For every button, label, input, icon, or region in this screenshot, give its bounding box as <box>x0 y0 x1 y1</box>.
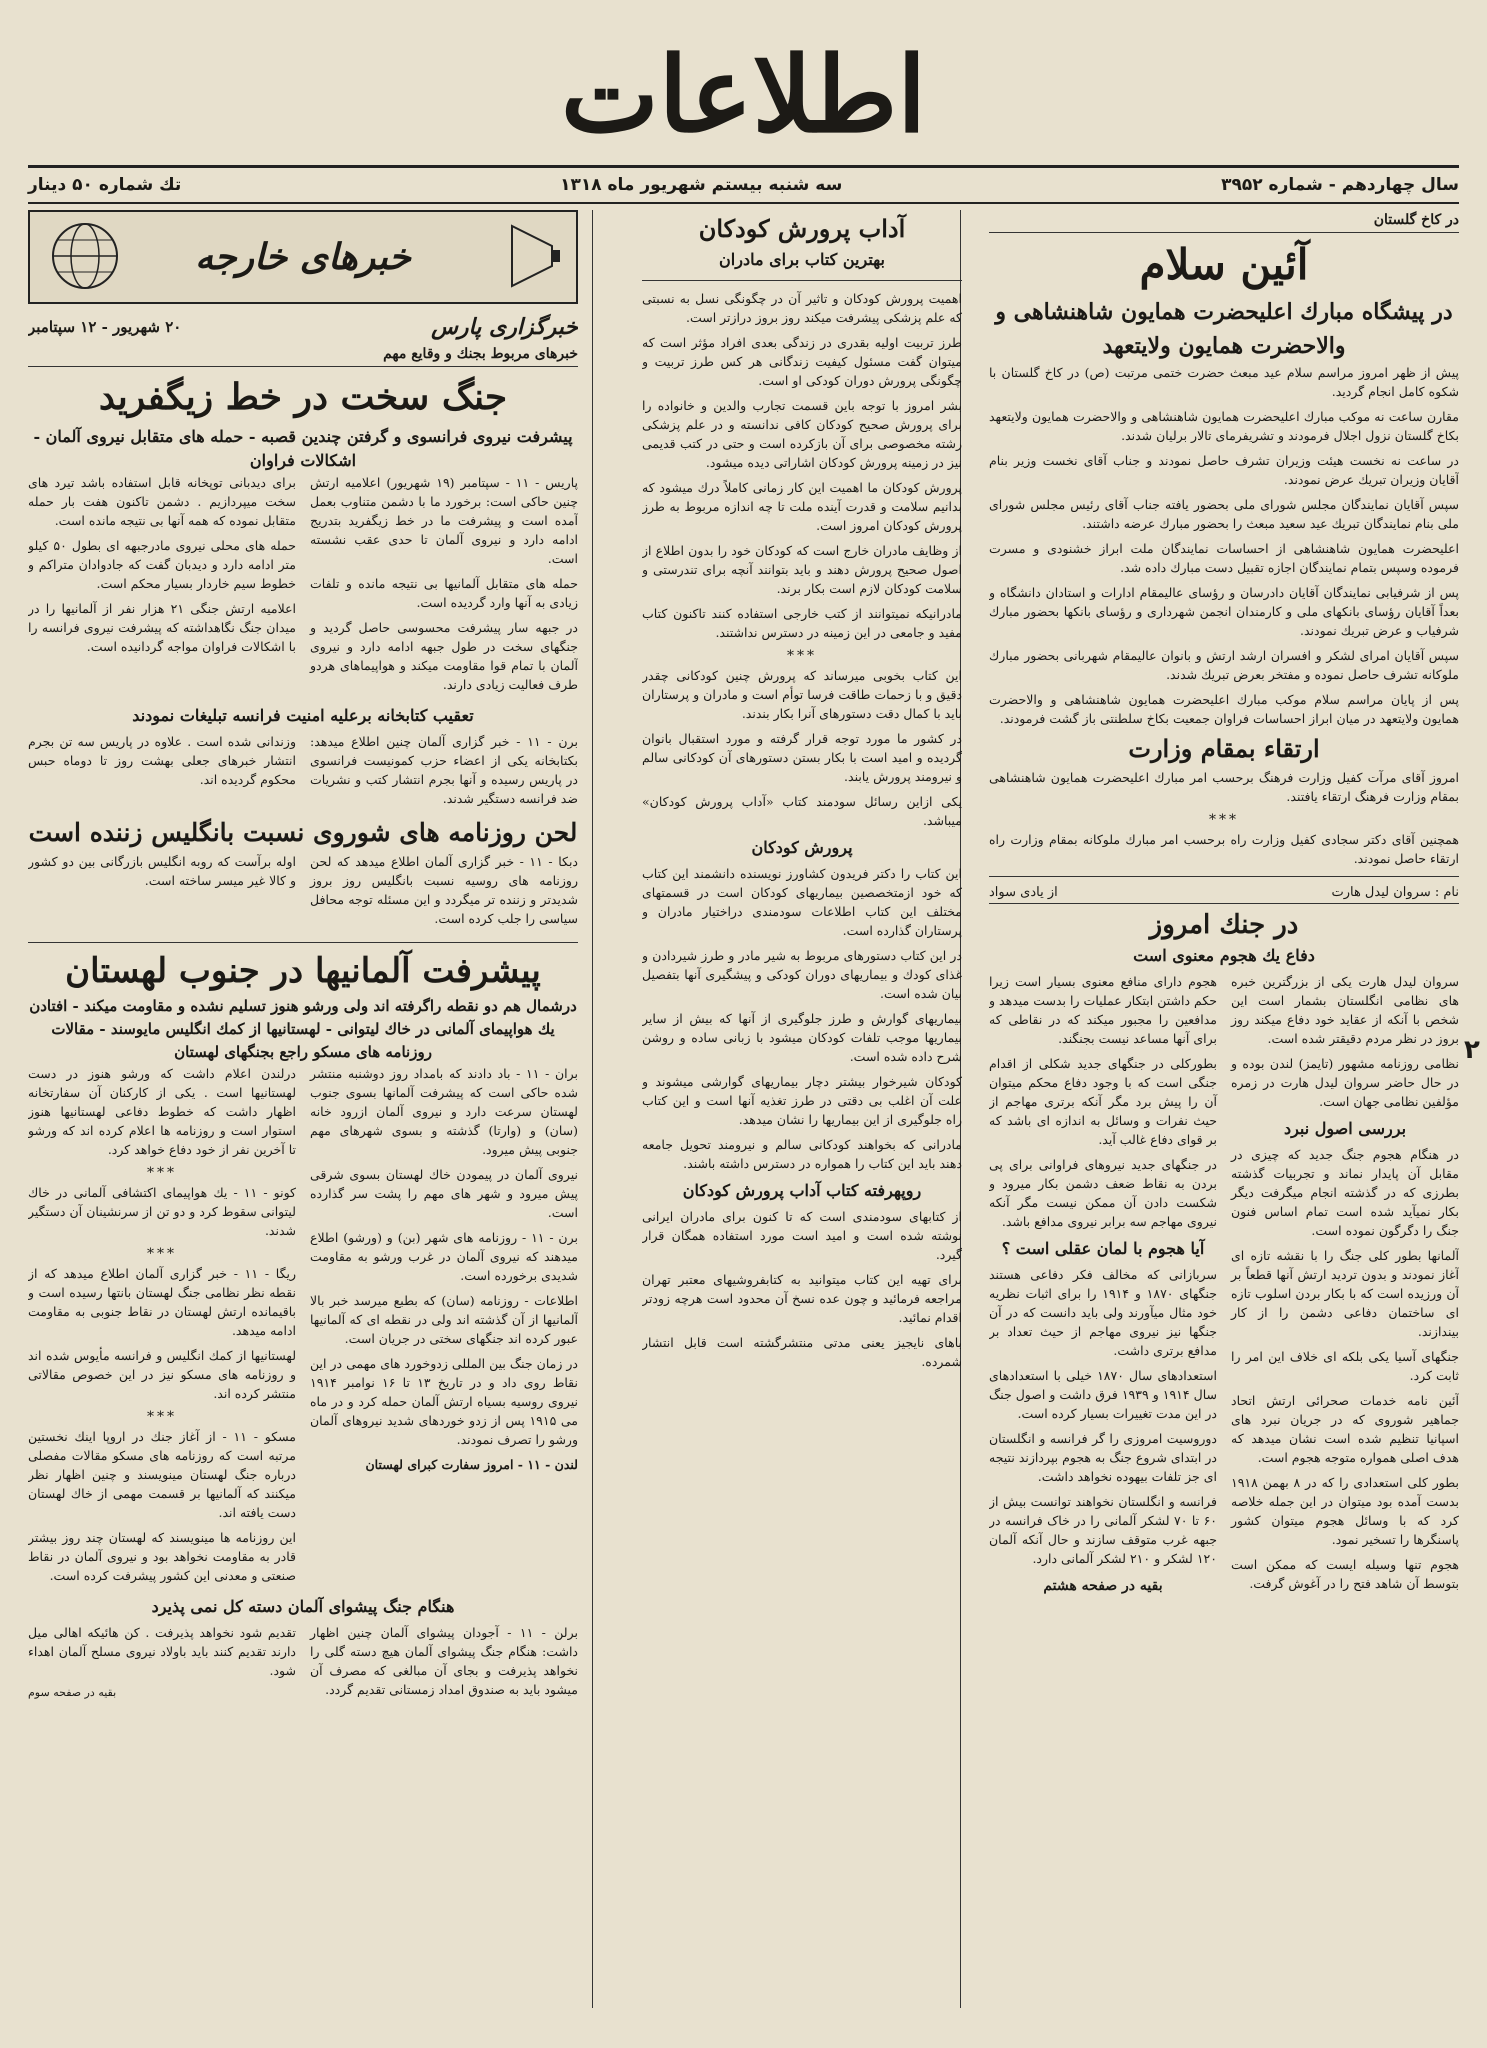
paragraph: آلمانها بطور کلی جنگ را با نقشه تازه ای آغاز نمودند و بدون تردید ارتش آنها قطعاً بر آن ورزیده است که با بکار بردن اسلوب تازه ای ساختمان دفاعی دشمن را از کار بیندازند. <box>1231 1248 1459 1339</box>
salam-headline: آئین سلام <box>1139 240 1309 289</box>
paragraph: پس از پایان مراسم سلام موکب مبارك اعلیحضرت همایون شاهنشاهی و والاحضرت همایون ولایتعهد در میان ابراز احساسات فراوان جمعیت بکاخ سلطنتی باز گشت فرمودند. <box>989 692 1459 726</box>
paragraph: جنگهای آسیا یکی بلکه ای خلاف این امر را ثابت کرد. <box>1231 1349 1459 1383</box>
paragraph: در جبهه سار پیشرفت محسوسی حاصل گردید و جنگهای سخت در طول جبهه ادامه دارد و نیروی آلمان با تمام قوا مقاومت میکند و هواپیماهای هردو طرف فعالیت زیادی دارند. <box>310 620 578 692</box>
paragraph: باهای نایجیز یعنی مدتی منتشرگشته است قابل انتشار شمرده. <box>642 1335 962 1369</box>
promotion-headline: ارتقاء بمقام وزارت <box>1128 734 1320 763</box>
paragraph: اوله برآست که روبه انگلیس بازرگانی بین دو کشور و کالا غیر میسر ساخته است. <box>28 854 296 888</box>
paragraph: یکی ازاین رسائل سودمند کتاب «آداب پرورش کودکان» میباشد. <box>642 794 962 828</box>
paragraph: از کتابهای سودمندی است که تا کنون برای مادران ایرانی نوشته شده است و امید است مورد استفاده همگان قرار گیرد. <box>642 1209 962 1262</box>
salam-subheadline: در پیشگاه مبارك اعلیحضرت همایون شاهنشاهی و والاحضرت همایون ولایتعهد <box>995 299 1453 359</box>
paragraph: فرانسه و انگلستان نخواهند توانست بیش از ۶۰ تا ۷۰ لشکر آلمانی را در خاک فرانسه در جبهه غرب متوقف سازند و حال آنکه آلمان ۱۲۰ لشکر و ۲۱۰ لشکر آلمانی دارد. <box>989 1494 1218 1566</box>
paragraph: حمله های متقابل آلمانیها بی نتیجه مانده و تلفات زیادی به آنها وارد گردیده است. <box>310 576 578 610</box>
continued-note: بقیه در صفحه هشتم <box>1043 1578 1163 1594</box>
section-heading: آیا هجوم با لمان عقلی است ؟ <box>1001 1239 1205 1258</box>
paragraph: در ساعت نه نخست هیئت وزیران تشرف حاصل نمودند و جناب آقای نخست وزیر بنام آقایان وزیران تبریك عرض نمودند. <box>989 453 1459 487</box>
page-edge-number: ۲ <box>1464 1035 1480 1065</box>
war-article-headline: در جنك امروز <box>1149 910 1299 940</box>
paragraph: پرورش کودکان ما اهمیت این کار زمانی کاملاً درك میشود که بدانیم سلامت و قدرت آینده ملت تا چه اندازه مربوط به طرز پرورش کودکان امروز است. <box>642 480 962 533</box>
leader-headline: هنگام جنگ پیشوای آلمان دسته کل نمی پذیرد <box>151 1597 455 1616</box>
paragraph: برن - ۱۱ - روزنامه های شهر (بن) و (ورشو) اطلاع میدهند که نیروی آلمان در غرب ورشو به مقاومت شدیدی برخورده است. <box>310 1230 578 1283</box>
paragraph: بطورکلی در جنگهای جدید شکلی از اقدام جنگی است که با وجود دفاع محکم میتوان آن را پیش برد مگر آنکه برتری مهاجم از حیث نفرات و وسائل به اندازه ای باشد که بر قوای دفاع غالب آید. <box>989 1056 1217 1147</box>
paragraph: بیماریهای گوارش و طرز جلوگیری از آنها که بیش از سایر بیماریها موجب تلفات کودکان میشود با زبانی ساده و روشن شرح داده شده است. <box>642 1011 962 1064</box>
news-agency: خبرگزاری پارس <box>431 314 578 340</box>
poland-body <box>28 1064 578 1591</box>
divider <box>989 876 1459 877</box>
paragraph: مادرانی که بخواهند کودکانی سالم و نیرومند تحویل جامعه دهند باید این کتاب را همواره در دسترس داشته باشند. <box>642 1137 962 1171</box>
right-column <box>989 210 1459 2008</box>
paragraph: در زمان جنگ بین المللی زدوخورد های مهمی در این نقاط روی داد و در تاریخ ۱۳ تا ۱۶ نوامبر ۱۹۱۴ نیروی روسیه بسیاه ارتش آلمان حمله کرد و در ماه می ۱۹۱۵ پس از زدو خوردهای شدید نیروهای آلمان ورشو را تصرف نمودند. <box>310 1356 578 1447</box>
agency-line <box>28 314 578 340</box>
paragraph: در هنگام هجوم جنگ جدید که چیزی در مقابل آن پایدار نماند و تجربیات گذشته بطرزی که در گذشته انجام میگرفت دیگر بکار نمیآید شده است تمام اساس فنون جنگ را دگرگون نموده است. <box>1231 1147 1459 1238</box>
separator-stars: *** <box>147 1246 177 1262</box>
author: نام : سروان لیدل هارت <box>1331 885 1459 900</box>
war-article-subheadline: دفاع یك هجوم معنوی است <box>1133 946 1315 965</box>
text-column <box>310 852 578 934</box>
parenting-subheadline: بهترین کتاب برای مادران <box>719 250 885 269</box>
paragraph: برن - ۱۱ - خبر گزاری آلمان چنین اطلاع میدهد: بکتابخانه یکی از اعضاء حزب کمونیست فرانسوی در پاریس رسیده و آنها بجرم انتشار کتب و نشریات ضد فرانسه دستگیر شدند. <box>310 734 578 806</box>
dateline <box>28 165 1459 204</box>
issue-price: تك شماره ۵۰ دینار <box>28 175 182 195</box>
paragraph: هجوم تنها وسیله ایست که ممکن است بتوسط آن شاهد فتح را در آغوش گرفت. <box>1231 1557 1459 1591</box>
paragraph: پیش از ظهر امروز مراسم سلام عید مبعث حضرت ختمی مرتبت (ص) در کاخ گلستان با شکوه کامل انجام گردید. <box>989 365 1459 399</box>
text-column <box>28 852 296 934</box>
paragraph: وزندانی شده است . علاوه در پاریس سه تن بجرم انتشار خبرهای جعلی بهشت روز تا دوماه حبس محکوم گردیده اند. <box>28 734 296 787</box>
source: از یادی سواد <box>989 885 1058 900</box>
paragraph: این کتاب را دکتر فریدون کشاورز نویسنده دانشمند این کتاب که خود ازمتخصصین بیماریهای کودکان است در قسمتهای مختلف این کتاب اطلاعات سودمندی دراختیار مادران و پرستاران گذارده است. <box>642 866 962 938</box>
paragraph: هجوم دارای منافع معنوی بسیار است زیرا حکم داشتن ابتکار عملیات را بدست میدهد و مدافعین را مجبور میکند که در نقاطی که برای آنها مساعد نیست بجنگند. <box>989 974 1217 1046</box>
library-body <box>28 732 578 814</box>
paragraph: آئین نامه خدمات صحرائی ارتش اتحاد جماهیر شوروی که در جریان نبرد های اسپانیا تنظیم شده است نشان میدهد که هدف اصلی همواره متوجه هجوم است. <box>1231 1393 1459 1465</box>
paragraph: بران - ۱۱ - باد دادند که بامداد روز دوشنبه منتشر شده حاکی است که پیشرفت آلمانها بسوی جنوب لهستان سرعت دارد و نیروی آلمان ازرود خانه (سان) و (وارتا) گذشته و بسوی شهرهای مهم جنوبی پیش میرود. <box>310 1066 578 1157</box>
war-article-body <box>989 972 1459 1602</box>
left-column <box>28 210 578 2008</box>
section-heading: بررسی اصول نبرد <box>1283 1119 1407 1138</box>
banner-title: خبرهای خارجه <box>195 236 411 278</box>
separator-stars: *** <box>1209 812 1239 828</box>
book-title: روپهرفته کتاب آداب پرورش کودکان <box>682 1181 922 1200</box>
paragraph: این کتاب بخوبی میرساند که پرورش چنین کودکانی چقدر دقیق و با زحمات طاقت فرسا توأم است و مادران و پرستاران باید با کمال دقت دستورهای آنرا بکار بندند. <box>642 668 962 721</box>
siegfried-subheadline: پیشرفت نیروی فرانسوی و گرفتن چندین قصبه - حمله های متقابل نیروی آلمان - اشکالات فراوان <box>33 427 573 470</box>
siegfried-body <box>28 473 578 700</box>
middle-column <box>642 210 962 2008</box>
paragraph: مقارن ساعت نه موکب مبارك اعلیحضرت همایون شاهنشاهی و والاحضرت همایون ولایتعهد بکاخ گلستان نزول اجلال فرمودند و تشریفرمای تالار برلیان شدند. <box>989 409 1459 443</box>
separator-stars: *** <box>787 648 817 664</box>
salam-body <box>989 363 1459 728</box>
paragraph: همچنین آقای دکتر سجادی کفیل وزارت راه برحسب امر مبارك ملوکانه بمقام وزارت راه ارتقاء حاصل نمودند. <box>989 832 1459 866</box>
text-column <box>28 732 296 814</box>
paragraph: لهستانیها از کمك انگلیس و فرانسه مأیوس شده اند و روزنامه های مسکو نیز در این خصوص مقالاتی منتشر کرده اند. <box>28 1348 296 1401</box>
paragraph: حمله های محلی نیروی مادرجبهه ای بطول ۵۰ کیلو متر ادامه دارد و دیدبان گفت که جادوادان متراکم و خطوط سیم خاردار بسیار محکم است. <box>28 538 296 591</box>
paragraph: ریگا - ۱۱ - خبر گزاری آلمان اطلاع میدهد که از نقطه نظر نظامی جنگ لهستان بانتها رسیده است و باقیمانده ارتش لهستان در نقاط جنوبی به مقاومت ادامه میدهد. <box>28 1266 296 1338</box>
paragraph: اطلاعات - روزنامه (سان) که بطبع میرسد خبر بالا آلمانیها از آن گذشته اند ولی در نقطه ای که آلمانیها عبور کرده اند جنگهای سختی در جریان است. <box>310 1293 578 1346</box>
soviet-press-headline: لحن روزنامه های شوروی نسبت بانگلیس زننده است <box>28 818 578 847</box>
paragraph: استعدادهای سال ۱۸۷۰ خیلی با استعدادهای سال ۱۹۱۴ و ۱۹۳۹ فرق داشت و اصول جنگ در این مدت تغییرات بسیار کرده است. <box>989 1368 1217 1421</box>
text-column <box>28 1623 296 1705</box>
text-column <box>310 732 578 814</box>
paragraph: مسکو - ۱۱ - از آغاز جنك در اروپا اینك نخستین مرتبه است که روزنامه های مسکو مقالات مفصلی درباره جنگ لهستان مینویسند و چنین اظهار نظر میکنند که آلمانیها بر قسمت مهمی از خاك لهستان دست یافته اند. <box>28 1429 296 1520</box>
text-column <box>28 1064 296 1591</box>
paragraph: سپس آقایان نمایندگان مجلس شورای ملی بحضور یافته جناب آقای رئیس مجلس شورای ملی بنام نمایندگان تبریك عید سعید مبعث را بحضور مبارك عرضه داشتند. <box>989 497 1459 531</box>
paragraph: امروز آقای مرآت کفیل وزارت فرهنگ برحسب امر مبارك اعلیحضرت همایون شاهنشاهی بمقام وزارت فرهنگ ارتقاء یافتند. <box>989 770 1459 804</box>
paragraph: درلندن اعلام داشت که ورشو هنوز در دست لهستانیها است . یکی از کارکنان آن سفارتخانه اظهار داشت که خطوط دفاعی لهستانیها هنوز استوار است و روزنامه ها اعلام کرده اند که ورشو تا آخرین نفر از خود دفاع خواهد کرد. <box>28 1066 296 1157</box>
continued-note: بقیه در صفحه سوم <box>28 1686 117 1699</box>
paragraph: دوروسیت امروزی را گر فرانسه و انگلستان در ابتدای شروع جنگ به هجوم بپردازند نتیجه ای جز تلفات بیهوده نخواهد داشت. <box>989 1431 1217 1484</box>
paragraph: در این کتاب دستورهای مربوط به شیر مادر و طرز شیردادن و غذای کودك و بیماریهای دوران کودکی و پیشگیری آنها بتفصیل بیان شده است. <box>642 948 962 1001</box>
divider <box>642 280 962 281</box>
paragraph: پس از شرفیابی نمایندگان آقایان دادرسان و رؤسای عالیمقام ادارات و استادان دانشگاه و بعداً آقایان رؤسای بانکهای ملی و کارمندان انجمن شهرداری و رؤسای بانکها بحضور مبارك شرفیاب و عرض تبریك نمودند. <box>989 585 1459 638</box>
paragraph: تقدیم شود نخواهد پذیرفت . کن هائیکه اهالی میل دارند تقدیم کنند باید باولاد نیروی مسلح آلمان اهداء شود. <box>28 1625 296 1678</box>
text-column <box>310 1623 578 1705</box>
paragraph: سپس آقایان امرای لشکر و افسران ارشد ارتش و بانوان عالیمقام شهربانی بحضور مبارك ملوکانه تشرف حاصل نموده و مفتخر بعرض تبریك شدند. <box>989 648 1459 682</box>
parenting-headline: آداب پرورش کودکان <box>698 214 906 243</box>
paragraph: برای دیدبانی توپخانه قابل استفاده باشد تیرد های سخت میپردازیم . دشمن تاکنون هفت بار حمله متقابل نموده که همه آنها بی نتیجه مانده است. <box>28 475 296 528</box>
text-column <box>28 473 296 700</box>
separator-stars: *** <box>147 1409 177 1425</box>
paragraph: برلن - ۱۱ - آجودان پیشوای آلمان چنین اظهار داشت: هنگام جنگ پیشوای آلمان هیچ دسته گلی را نخواهد پذیرفت و بجای آن مبالغی که مصرف آن میشود باید به صندوق امداد زمستانی تقدیم گردد. <box>310 1625 578 1697</box>
leader-body <box>28 1623 578 1705</box>
newspaper-title: اطلاعات <box>560 33 927 156</box>
paragraph: سروان لیدل هارت یکی از بزرگترین خبره های نظامی انگلستان بشمار است این شخص با آنکه از عقاید خود دفاع میکند روز بروز در نظر مردم دقیقتر شده است. <box>1231 974 1459 1046</box>
paragraph: اعلامیه ارتش جنگی ۲۱ هزار نفر از آلمانیها را در میدان جنگ نگاهداشته که پیشرفت نیروی فرانسه را با اشکالات فراوان مواجه گردانیده است. <box>28 601 296 654</box>
paragraph: دبکا - ۱۱ - خبر گزاری آلمان اطلاع میدهد که لحن روزنامه های روسیه نسبت بانگلیس روز بروز شدیدتر و زننده تر میگردد و این مسئله توجه محافل سیاسی را جلب کرده است. <box>310 854 578 926</box>
paragraph: لندن - ۱۱ - امروز سفارت کبرای لهستان <box>365 1457 578 1472</box>
paragraph: بشر امروز با توجه باین قسمت تجارب والدین و خانواده را برای پرورش صحیح کودکان کافی ندانسته و در علم پزشکی رشته مخصوصی برای آن بازکرده است و حتی در کتب قدیمی نیز در زمینه پرورش کودکان اشاراتی دیده میشود. <box>642 398 962 470</box>
paragraph: کودکان شیرخوار بیشتر دچار بیماریهای گوارشی میشوند و علت آن اغلب بی دقتی در طرز تغذیه آنها است و این کتاب راه جلوگیری از این بیماریها را نشان میدهد. <box>642 1074 962 1127</box>
poland-headline: پیشرفت آلمانیها در جنوب لهستان <box>65 951 541 991</box>
section-kicker: در کاخ گلستان <box>989 210 1459 233</box>
paragraph: این روزنامه ها مینویسند که لهستان چند روز بیشتر قادر به مقاومت نخواهد بود و نیروی آلمان در نقاط صنعتی و معدنی این کشور پیشرفت کرده است. <box>28 1530 296 1583</box>
paragraph: از وظایف مادران خارج است که کودکان خود را بدون اطلاع از اصول صحیح پرورش دهند و باید بتوانند آنچه برای تندرستی و سلامت کودکان لازم است بکار برند. <box>642 543 962 596</box>
news-date: ۲۰ شهریور - ۱۲ سپتامبر <box>28 318 182 336</box>
text-column <box>310 473 578 700</box>
paragraph: طرز تربیت اولیه بقدری در زندگی بعدی افراد مؤثر است که میتوان گفت مسئول کیفیت زندگانی هر کس طرز تربیت و چگونگی پرورش دوران کودکی او است. <box>642 335 962 388</box>
divider <box>28 942 578 943</box>
globe-icon <box>40 216 130 296</box>
article-byline <box>989 885 1459 904</box>
paragraph: اعلیحضرت همایون شاهنشاهی از احساسات نمایندگان ملت ابراز خشنودی و مسرت فرموده وسپس بتمام نمایندگان اجازه تقبیل دست مبارك داده شد. <box>989 541 1459 575</box>
masthead <box>0 30 1487 160</box>
paragraph: نظامی روزنامه مشهور (تایمز) لندن بوده و در حال حاضر سروان لیدل هارت در زمره مؤلفین نظامی جهان است. <box>1231 1056 1459 1109</box>
war-article-col-b <box>989 972 1217 1602</box>
gramophone-icon <box>502 216 562 296</box>
paragraph: مادرانیکه نمیتوانند از کتب خارجی استفاده کنند تاکنون کتاب مفید و جامعی در این زمینه در دسترس نداشتند. <box>642 606 962 640</box>
foreign-news-banner <box>28 210 578 304</box>
paragraph: در جنگهای جدید نیروهای فراوانی برای پی بردن به نقاط ضعف دشمن بکار میرود و شکست دادن آن ممکن نیست مگر آنکه نیروی مهاجم سه برابر نیروی مدافع باشد. <box>989 1157 1217 1229</box>
war-article-col-a <box>1231 972 1459 1602</box>
issue-number: سال چهاردهم - شماره ۳۹۵۲ <box>1221 175 1459 195</box>
section-kicker: خبرهای مربوط بجنك و وقایع مهم <box>28 344 578 367</box>
book-title: پرورش کودکان <box>751 838 853 857</box>
soviet-press-body <box>28 852 578 934</box>
separator-stars: *** <box>147 1165 177 1181</box>
column-divider <box>592 210 593 2008</box>
paragraph: پاریس - ۱۱ - سپتامبر (۱۹ شهریور) اعلامیه ارتش چنین حاکی است: برخورد ما با دشمن متناوب بعمل آمده است و پیشرفت ما در خط زیگفرید بتدریج ادامه دارد و نیروی آلمان تا حدی عقب نشسته است. <box>310 475 578 566</box>
library-headline: تعقیب کتابخانه برعلیه امنیت فرانسه تبلیغات نمودند <box>132 706 474 725</box>
paragraph: برای تهیه این کتاب میتوانید به کتابفروشیهای معتبر تهران مراجعه فرمائید و چون عده نسخ آن محدود است هرچه زودتر اقدام نمائید. <box>642 1272 962 1325</box>
paragraph: اهمیت پرورش کودکان و تاثیر آن در چگونگی نسل به نسبتی که علم پزشکی پیشرفت میکند روز بروز درازتر است. <box>642 291 962 325</box>
paragraph: بطور کلی استعدادی را که در ۸ بهمن ۱۹۱۸ بدست آمده بود میتوان در این جمله خلاصه کرد که با وسائل هجوم میتوان کشور پاسنگرها را تسخیر نمود. <box>1231 1475 1459 1547</box>
paragraph: سربازانی که مخالف فکر دفاعی هستند جنگهای ۱۸۷۰ و ۱۹۱۴ را برای اثبات نظریه خود مثال میآورند ولی باید دانست که در آن جنگها نیز نیروی مهاجم از حیث تعداد بر مدافع برتری داشت. <box>989 1267 1218 1358</box>
paragraph: کونو - ۱۱ - یك هواپیمای اکتشافی آلمانی در خاك لیتوانی سقوط کرد و دو تن از سرنشینان آن دستگیر شدند. <box>28 1185 296 1238</box>
paragraph: در کشور ما مورد توجه قرار گرفته و مورد استقبال بانوان گردیده و امید است با بکار بستن دستورهای آن کودکانی سالم و نیرومند پرورش یابند. <box>642 731 962 784</box>
poland-subheadline: درشمال هم دو نقطه راگرفته اند ولی ورشو هنوز تسلیم نشده و مقاومت میکند - افتادن یك هواپیمای آلمانی در خاك لیتوانی - لهستانیها از کمك انگلیس مایوسند - مقالات روزنامه های مسکو راجع بجنگهای لهستان <box>29 997 577 1061</box>
siegfried-headline: جنگ سخت در خط زیگفرید <box>98 376 508 418</box>
paragraph: نیروی آلمان در پیمودن خاك لهستان بسوی شرقی پیش میرود و شهر های مهم را پشت سر گذارده است. <box>310 1167 578 1220</box>
text-column <box>310 1064 578 1591</box>
issue-date: سه شنبه بیستم شهریور ماه ۱۳۱۸ <box>560 175 843 195</box>
